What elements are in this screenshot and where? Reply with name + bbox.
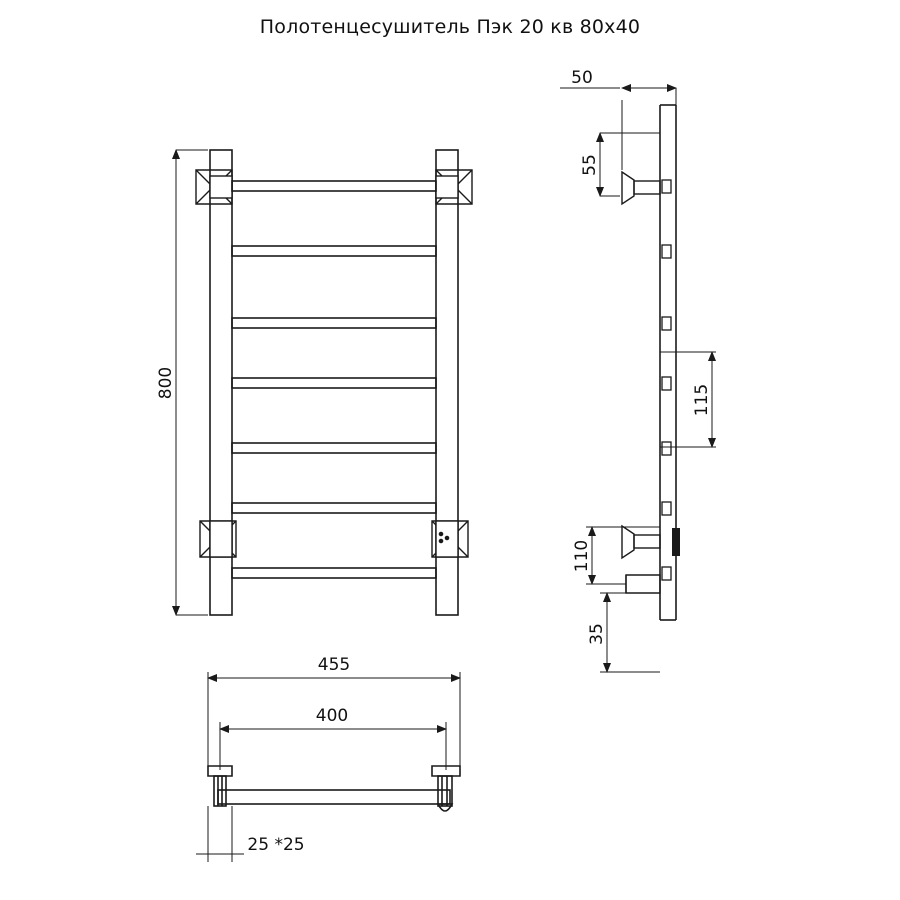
dimension-bottom-offset-35-label: 35	[587, 623, 607, 645]
dimension-profile-25x25	[196, 806, 244, 862]
dimension-depth-50-label: 50	[571, 68, 593, 88]
dimension-inner-width-400-label: 400	[315, 706, 349, 726]
dimension-lower-offset-110-label: 110	[572, 539, 592, 573]
dimension-depth-50	[560, 88, 676, 170]
dimension-bottom-offset-35	[600, 593, 660, 672]
dimension-inner-width-400	[220, 722, 446, 770]
dimension-profile-25x25-label: 25 *25	[247, 835, 305, 855]
front-view	[196, 150, 472, 615]
dimension-overall-width-455-label: 455	[317, 655, 351, 675]
dimension-height-800-label: 800	[156, 366, 176, 400]
dimension-height-800	[176, 150, 208, 615]
top-view	[208, 766, 460, 811]
dimension-mid-offset-115-label: 115	[692, 383, 712, 417]
drawing-title: Полотенцесушитель Пэк 20 кв 80х40	[259, 16, 641, 38]
side-view	[622, 105, 680, 620]
dimension-top-offset-55-label: 55	[580, 154, 600, 176]
dimension-top-offset-55	[600, 133, 660, 196]
